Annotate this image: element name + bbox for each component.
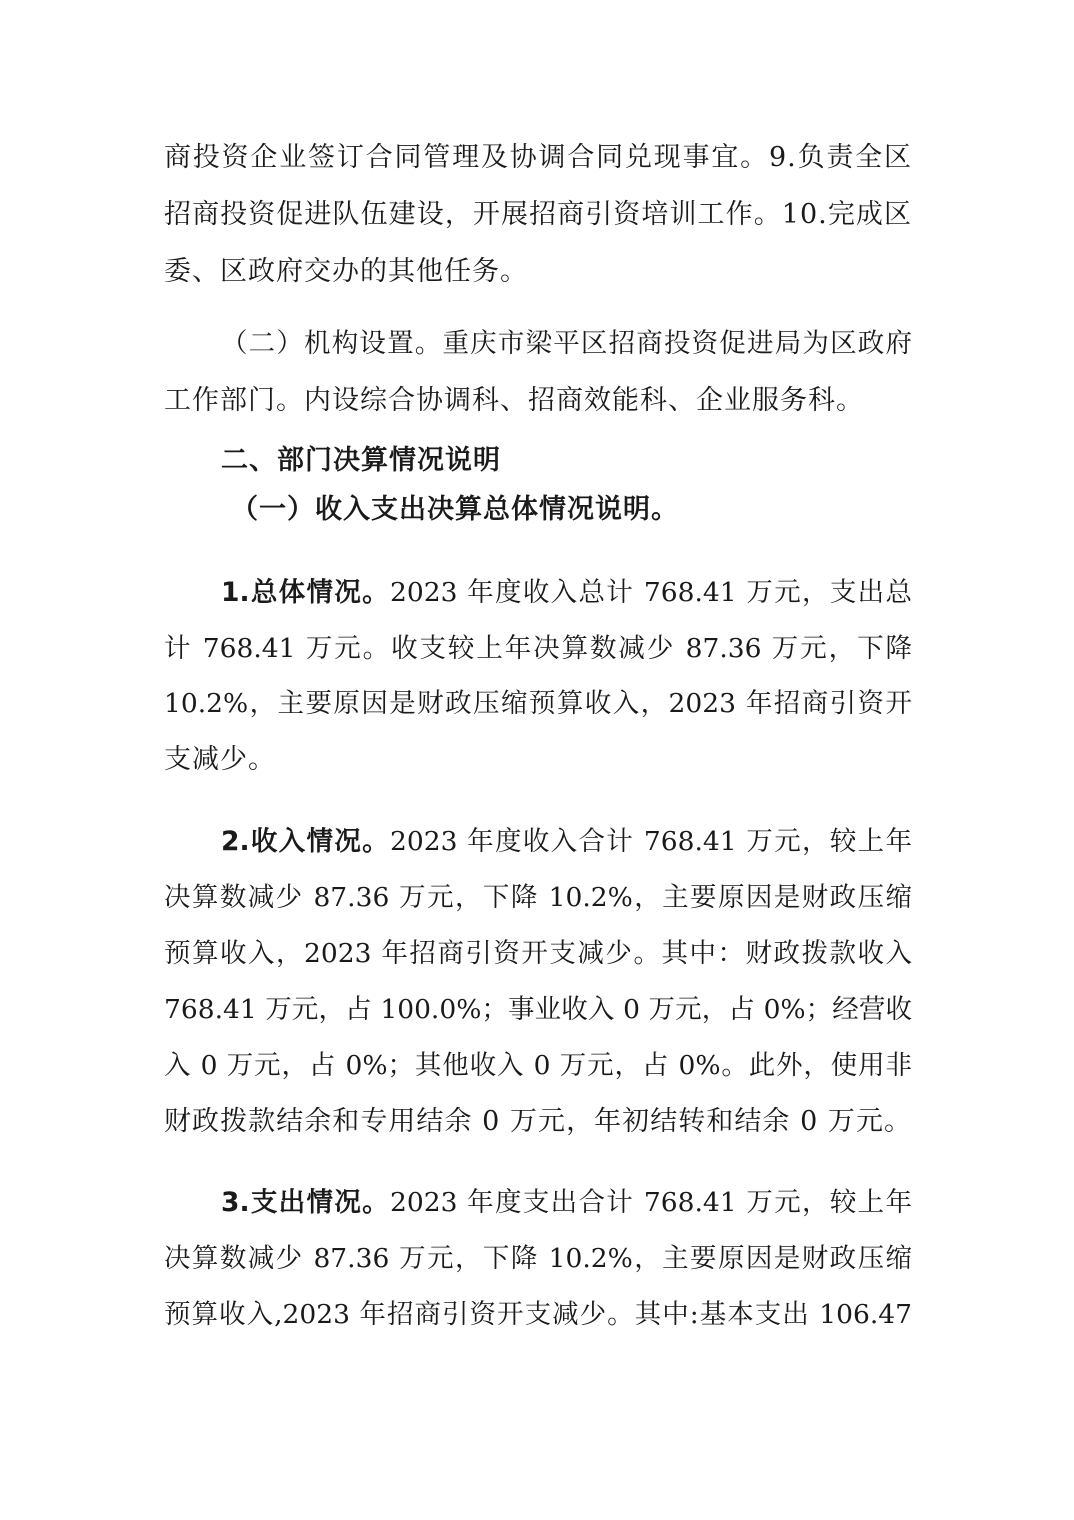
- sub-heading: （一）收入支出决算总体情况说明。: [231, 494, 679, 525]
- paragraph-lead: 2.收入情况。: [221, 826, 390, 857]
- paragraph-lead: 1.总体情况。: [221, 577, 390, 608]
- paragraph-line: 支减少。: [164, 744, 276, 775]
- paragraph-line: （二）机构设置。重庆市梁平区招商投资促进局为区政府: [221, 328, 912, 359]
- paragraph-line: 决算数减少 87.36 万元，下降 10.2%，主要原因是财政压缩: [164, 1243, 912, 1274]
- paragraph-line: 财政拨款结余和专用结余 0 万元，年初结转和结余 0 万元。: [164, 1106, 912, 1137]
- paragraph-line: [221, 822, 912, 862]
- paragraph-text: 2023 年度支出合计 768.41 万元，较上年: [389, 1187, 913, 1218]
- section-heading: 二、部门决算情况说明: [221, 445, 501, 476]
- paragraph-line: 10.2%，主要原因是财政压缩预算收入，2023 年招商引资开: [164, 688, 912, 719]
- paragraph-line: 招商投资促进队伍建设，开展招商引资培训工作。10.完成区: [164, 199, 912, 230]
- paragraph-text: 2023 年度收入总计 768.41 万元，支出总: [389, 577, 913, 608]
- paragraph-line: 预算收入,2023 年招商引资开支减少。其中:基本支出 106.47: [164, 1299, 912, 1330]
- paragraph-line: [221, 1183, 912, 1223]
- paragraph-line: 计 768.41 万元。收支较上年决算数减少 87.36 万元，下降: [164, 633, 912, 664]
- paragraph-line: [221, 573, 912, 613]
- paragraph-line: 入 0 万元，占 0%；其他收入 0 万元，占 0%。此外，使用非: [164, 1050, 912, 1081]
- paragraph-line: 预算收入，2023 年招商引资开支减少。其中：财政拨款收入: [164, 938, 912, 969]
- paragraph-line: 决算数减少 87.36 万元，下降 10.2%，主要原因是财政压缩: [164, 882, 912, 913]
- paragraph-text: 2023 年度收入合计 768.41 万元，较上年: [389, 826, 913, 857]
- paragraph-lead: 3.支出情况。: [221, 1187, 390, 1218]
- paragraph-line: 工作部门。内设综合协调科、招商效能科、企业服务科。: [164, 385, 864, 416]
- paragraph-line: 委、区政府交办的其他任务。: [164, 256, 528, 287]
- paragraph-line: 商投资企业签订合同管理及协调合同兑现事宜。9.负责全区: [164, 142, 912, 173]
- paragraph-line: 768.41 万元，占 100.0%；事业收入 0 万元，占 0%；经营收: [164, 994, 912, 1025]
